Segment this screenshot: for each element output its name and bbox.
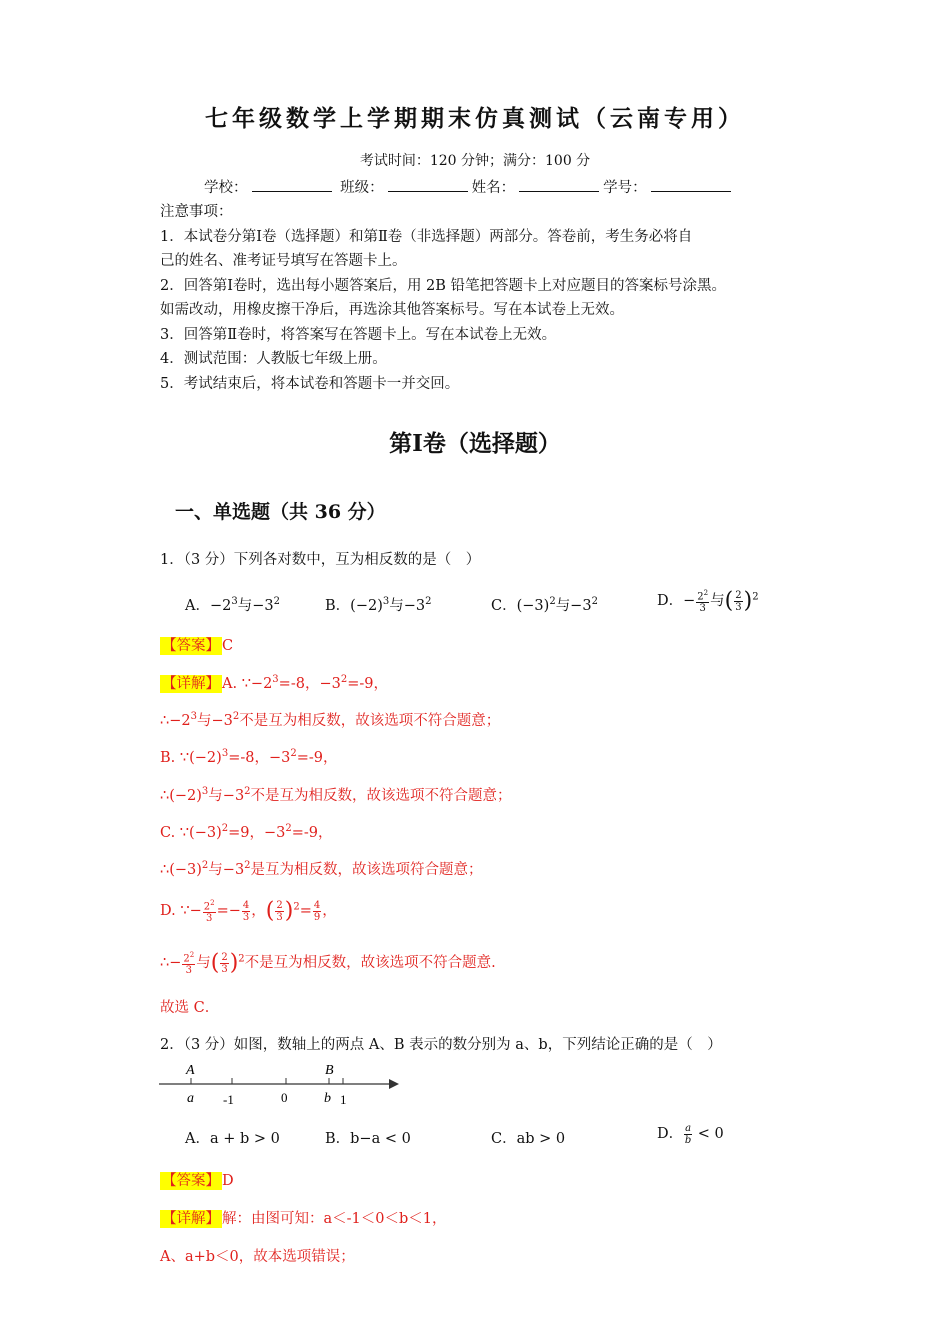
q1-answer (160, 634, 233, 655)
section-title: 第Ⅰ卷（选择题） (389, 430, 561, 457)
notice-line: 如需改动，用橡皮擦干净后，再选涂其他答案标号。写在本试卷上无效。 (160, 302, 624, 318)
q1-detail-d1: D. ∵− $\frac{2^2}{3}$ =− $\frac{4}{3}$ ，( $\frac{2}{3}$ )$^2$= $\frac{4}{9}$ ， (160, 898, 337, 925)
answer-tag: 【答案】 (162, 638, 220, 654)
notice-line: 2．回答第Ⅰ卷时，选出每小题答案后，用 2B 铅笔把答题卡上对应题目的答案标号涂黑。 (160, 278, 727, 294)
q1-option-c: C．$(-3)^2$与$-3^2$ (491, 596, 598, 614)
q1-detail-b2: $\therefore(-2)^3$与$-3^2$不是互为相反数，故该选项不符合题意； (160, 786, 512, 804)
arrow-icon (389, 1079, 399, 1089)
q2-option-b: B．b−a < 0 (325, 1131, 411, 1147)
notice-heading: 注意事项： (160, 204, 233, 220)
notice-line: 3．回答第Ⅱ卷时，将答案写在答题卡上。写在本试卷上无效。 (160, 327, 557, 343)
tick-label-minus1: -1 (223, 1092, 234, 1107)
tick-label-0: 0 (281, 1090, 288, 1105)
answer-value: C (222, 638, 234, 654)
q1-conclusion: 故选 C． (160, 1000, 220, 1016)
name-blank[interactable] (519, 177, 599, 192)
question-1-stem: 1．（3 分）下列各对数中，互为相反数的是（ ） (160, 552, 481, 568)
class-blank[interactable] (388, 177, 468, 192)
q2-answer (160, 1169, 234, 1190)
tick-label-a: a (187, 1091, 194, 1106)
answer-tag: 【答案】 (162, 1173, 220, 1189)
notice-line: 己的姓名、准考证号填写在答题卡上。 (160, 253, 407, 269)
detail-tag: 【详解】 (162, 1211, 220, 1227)
q1-detail-a1: 【详解】 A. $\because-2^3=-8$，$-3^2=-9$， (162, 674, 388, 692)
detail-tag: 【详解】 (162, 676, 220, 692)
student-info-fields (204, 176, 735, 197)
tick-label-1: 1 (340, 1092, 347, 1107)
name-label: 姓名： (471, 180, 516, 196)
q2-detail-1: 【详解】 解：由图可知：a＜-1＜0＜b＜1， (162, 1211, 447, 1227)
notice-line: 5．考试结束后，将本试卷和答题卡一并交回。 (160, 376, 460, 392)
class-label: 班级： (340, 180, 384, 196)
school-blank[interactable] (252, 177, 332, 192)
document-title: 七年级数学上学期期末仿真测试（云南专用） (205, 105, 745, 132)
q1-option-b: B．$(-2)^3$与$-3^2$ (325, 596, 432, 614)
q1-detail-d2: ∴− $\frac{2^2}{3}$ 与( $\frac{2}{3}$ )$^2$不是互为相反数，故该选项不符合题意. (160, 950, 496, 977)
notice-line: 1．本试卷分第Ⅰ卷（选择题）和第Ⅱ卷（非选择题）两部分。答卷前，考生务必将自 (160, 229, 693, 245)
point-label-B: B (325, 1063, 334, 1078)
q1-detail-b1: B. $\because(-2)^3=-8$，$-3^2=-9$， (160, 748, 338, 766)
number-line-figure (155, 1058, 405, 1108)
q1-detail-a2: $\therefore-2^3$与$-3^2$不是互为相反数，故该选项不符合题意； (160, 711, 501, 729)
q1-detail-c2: $\therefore(-3)^2$与$-3^2$是互为相反数，故该选项符合题意； (160, 860, 483, 878)
point-label-A: A (186, 1063, 195, 1078)
q1-detail-c1: C. $\because(-3)^2=9$，$-3^2=-9$， (160, 823, 333, 841)
notice-line: 4．测试范围：人教版七年级上册。 (160, 351, 387, 367)
part-title: 一、单选题（共 36 分） (175, 501, 386, 523)
q1-option-a: A．$-2^3$与$-3^2$ (185, 596, 280, 614)
number-label: 学号： (603, 180, 647, 196)
q2-option-c: C．ab > 0 (491, 1131, 566, 1147)
number-blank[interactable] (651, 177, 731, 192)
question-2-stem: 2．（3 分）如图，数轴上的两点 A、B 表示的数分别为 a、b，下列结论正确的是（ ） (160, 1037, 722, 1053)
tick-label-b: b (324, 1091, 331, 1106)
q2-option-a: A．a + b > 0 (185, 1131, 280, 1147)
answer-value: D (222, 1173, 234, 1189)
q1-option-d: D．− $\frac{2^2}{3}$ 与( $\frac{2}{3}$ )$^2$ (657, 588, 759, 615)
q2-option-d: D． $\frac{a}{b}$ < 0 (657, 1122, 724, 1146)
exam-info: 考试时间：120 分钟；满分：100 分 (359, 153, 591, 169)
school-label: 学校： (204, 180, 248, 196)
q2-detail-2: A、a+b＜0，故本选项错误； (160, 1249, 355, 1265)
